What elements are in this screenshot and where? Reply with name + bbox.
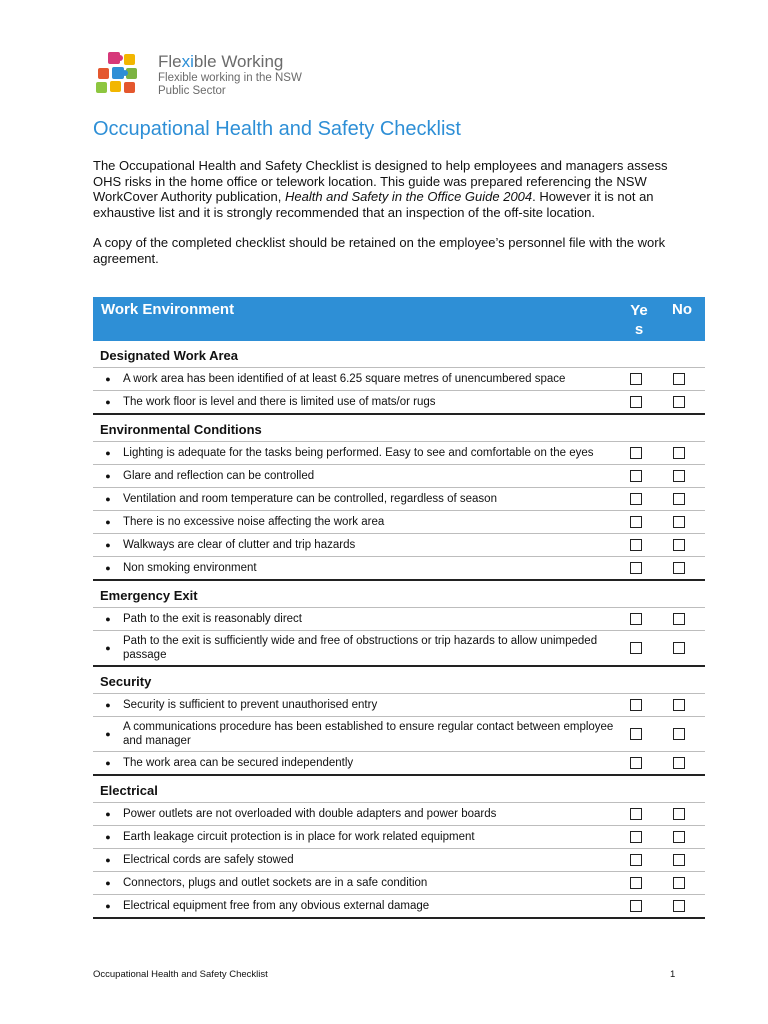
section-title: Emergency Exit bbox=[100, 588, 198, 603]
bullet-icon: ● bbox=[105, 758, 111, 768]
checklist-item-text: Power outlets are not overloaded with double adapters and power boards bbox=[123, 808, 497, 820]
yes-checkbox[interactable] bbox=[630, 539, 642, 551]
no-checkbox[interactable] bbox=[673, 831, 685, 843]
yes-checkbox[interactable] bbox=[630, 613, 642, 625]
checklist-table bbox=[93, 297, 705, 919]
yes-checkbox[interactable] bbox=[630, 900, 642, 912]
bullet-icon: ● bbox=[105, 878, 111, 888]
checklist-item-text: Path to the exit is sufficiently wide and free of obstructions or trip hazards to allow unimpeded passage bbox=[123, 635, 598, 661]
no-checkbox[interactable] bbox=[673, 613, 685, 625]
header-no: No bbox=[672, 301, 692, 318]
bullet-icon: ● bbox=[105, 643, 111, 653]
yes-checkbox[interactable] bbox=[630, 728, 642, 740]
checklist-row bbox=[93, 390, 705, 413]
bullet-icon: ● bbox=[105, 809, 111, 819]
yes-checkbox[interactable] bbox=[630, 373, 642, 385]
checklist-item-text: Electrical cords are safely stowed bbox=[123, 854, 294, 866]
no-checkbox[interactable] bbox=[673, 757, 685, 769]
section bbox=[93, 667, 705, 776]
no-checkbox[interactable] bbox=[673, 877, 685, 889]
intro bbox=[93, 158, 693, 281]
yes-checkbox[interactable] bbox=[630, 642, 642, 654]
no-checkbox[interactable] bbox=[673, 447, 685, 459]
section-title: Designated Work Area bbox=[100, 348, 238, 363]
checklist-item-text: Earth leakage circuit protection is in place for work related equipment bbox=[123, 831, 475, 843]
no-checkbox[interactable] bbox=[673, 396, 685, 408]
checklist-item-text: The work floor is level and there is limited use of mats/or rugs bbox=[123, 396, 436, 408]
no-checkbox[interactable] bbox=[673, 642, 685, 654]
bullet-icon: ● bbox=[105, 448, 111, 458]
no-checkbox[interactable] bbox=[673, 699, 685, 711]
checklist-item-text: Ventilation and room temperature can be controlled, regardless of season bbox=[123, 493, 497, 505]
no-checkbox[interactable] bbox=[673, 539, 685, 551]
bullet-icon: ● bbox=[105, 901, 111, 911]
no-checkbox[interactable] bbox=[673, 900, 685, 912]
no-checkbox[interactable] bbox=[673, 470, 685, 482]
checklist-row bbox=[93, 630, 705, 665]
section-title: Security bbox=[100, 674, 152, 689]
bullet-icon: ● bbox=[105, 855, 111, 865]
checklist-row bbox=[93, 871, 705, 894]
checklist-item-text: Walkways are clear of clutter and trip hazards bbox=[123, 539, 356, 551]
checklist-item-text: Connectors, plugs and outlet sockets are in a safe condition bbox=[123, 877, 428, 889]
logo bbox=[94, 44, 324, 104]
checklist-item-text: A work area has been identified of at least 6.25 square metres of unencumbered space bbox=[123, 373, 566, 385]
yes-checkbox[interactable] bbox=[630, 470, 642, 482]
checklist-item-text: Non smoking environment bbox=[123, 562, 257, 574]
section-title: Environmental Conditions bbox=[100, 422, 262, 437]
bullet-icon: ● bbox=[105, 397, 111, 407]
no-checkbox[interactable] bbox=[673, 808, 685, 820]
yes-checkbox[interactable] bbox=[630, 757, 642, 769]
checklist-item-text: Lighting is adequate for the tasks being performed. Easy to see and comfortable on the eyes bbox=[123, 447, 594, 459]
page-number: 1 bbox=[670, 969, 676, 980]
no-checkbox[interactable] bbox=[673, 854, 685, 866]
yes-checkbox[interactable] bbox=[630, 808, 642, 820]
bullet-icon: ● bbox=[105, 729, 111, 739]
bullet-icon: ● bbox=[105, 832, 111, 842]
bullet-icon: ● bbox=[105, 494, 111, 504]
section bbox=[93, 341, 705, 415]
header-title: Work Environment bbox=[101, 301, 235, 318]
page-title: Occupational Health and Safety Checklist bbox=[93, 118, 461, 140]
bullet-icon: ● bbox=[105, 700, 111, 710]
checklist-row bbox=[93, 848, 705, 871]
yes-checkbox[interactable] bbox=[630, 396, 642, 408]
yes-checkbox[interactable] bbox=[630, 831, 642, 843]
checklist-row bbox=[93, 716, 705, 751]
no-checkbox[interactable] bbox=[673, 516, 685, 528]
checklist-row bbox=[93, 487, 705, 510]
header-yes: Ye s bbox=[630, 302, 648, 338]
checklist-item-text: The work area can be secured independently bbox=[123, 757, 354, 769]
bullet-icon: ● bbox=[105, 540, 111, 550]
section bbox=[93, 776, 705, 919]
checklist-row bbox=[93, 533, 705, 556]
yes-checkbox[interactable] bbox=[630, 447, 642, 459]
checklist-row bbox=[93, 894, 705, 917]
checklist-item-text: A communications procedure has been established to ensure regular contact between employee and manager bbox=[123, 721, 614, 747]
puzzle-logo-icon bbox=[94, 50, 154, 100]
checklist-row bbox=[93, 510, 705, 533]
yes-checkbox[interactable] bbox=[630, 493, 642, 505]
yes-checkbox[interactable] bbox=[630, 877, 642, 889]
checklist-item-text: There is no excessive noise affecting the work area bbox=[123, 516, 385, 528]
checklist-item-text: Glare and reflection can be controlled bbox=[123, 470, 315, 482]
checklist-item-text: Security is sufficient to prevent unauthorised entry bbox=[123, 699, 378, 711]
no-checkbox[interactable] bbox=[673, 728, 685, 740]
bullet-icon: ● bbox=[105, 517, 111, 527]
section bbox=[93, 581, 705, 667]
sections bbox=[93, 341, 705, 919]
checklist-row bbox=[93, 825, 705, 848]
bullet-icon: ● bbox=[105, 614, 111, 624]
checklist-row bbox=[93, 693, 705, 716]
checklist-row bbox=[93, 367, 705, 390]
intro-paragraph-1: The Occupational Health and Safety Checklist is designed to help employees and managers assess OHS risks in the home office or telework location. This guide was prepared referencing the NSW WorkCover Authority publication, Health and Safety in the Office Guide 2004. However it is not an exhaustive list and it is strongly recommended that an inspection of the off-site location. bbox=[93, 158, 668, 220]
bullet-icon: ● bbox=[105, 374, 111, 384]
logo-subtitle: Flexible working in the NSW Public Sector bbox=[158, 72, 302, 97]
checklist-row bbox=[93, 751, 705, 774]
checklist-row bbox=[93, 802, 705, 825]
checklist-row bbox=[93, 556, 705, 579]
no-checkbox[interactable] bbox=[673, 493, 685, 505]
checklist-row bbox=[93, 464, 705, 487]
bullet-icon: ● bbox=[105, 563, 111, 573]
yes-checkbox[interactable] bbox=[630, 699, 642, 711]
no-checkbox[interactable] bbox=[673, 562, 685, 574]
checklist-item-text: Path to the exit is reasonably direct bbox=[123, 613, 302, 625]
table-header bbox=[93, 297, 705, 341]
bullet-icon: ● bbox=[105, 471, 111, 481]
section bbox=[93, 415, 705, 581]
checklist-item-text: Electrical equipment free from any obvious external damage bbox=[123, 900, 430, 912]
yes-checkbox[interactable] bbox=[630, 562, 642, 574]
intro-paragraph-2: A copy of the completed checklist should be retained on the employee’s personnel file with the work agreement. bbox=[93, 235, 666, 266]
checklist-row bbox=[93, 441, 705, 464]
logo-title: Flexible Working bbox=[158, 52, 284, 71]
footer-title: Occupational Health and Safety Checklist bbox=[93, 969, 268, 980]
yes-checkbox[interactable] bbox=[630, 516, 642, 528]
no-checkbox[interactable] bbox=[673, 373, 685, 385]
section-title: Electrical bbox=[100, 783, 158, 798]
yes-checkbox[interactable] bbox=[630, 854, 642, 866]
checklist-row bbox=[93, 607, 705, 630]
